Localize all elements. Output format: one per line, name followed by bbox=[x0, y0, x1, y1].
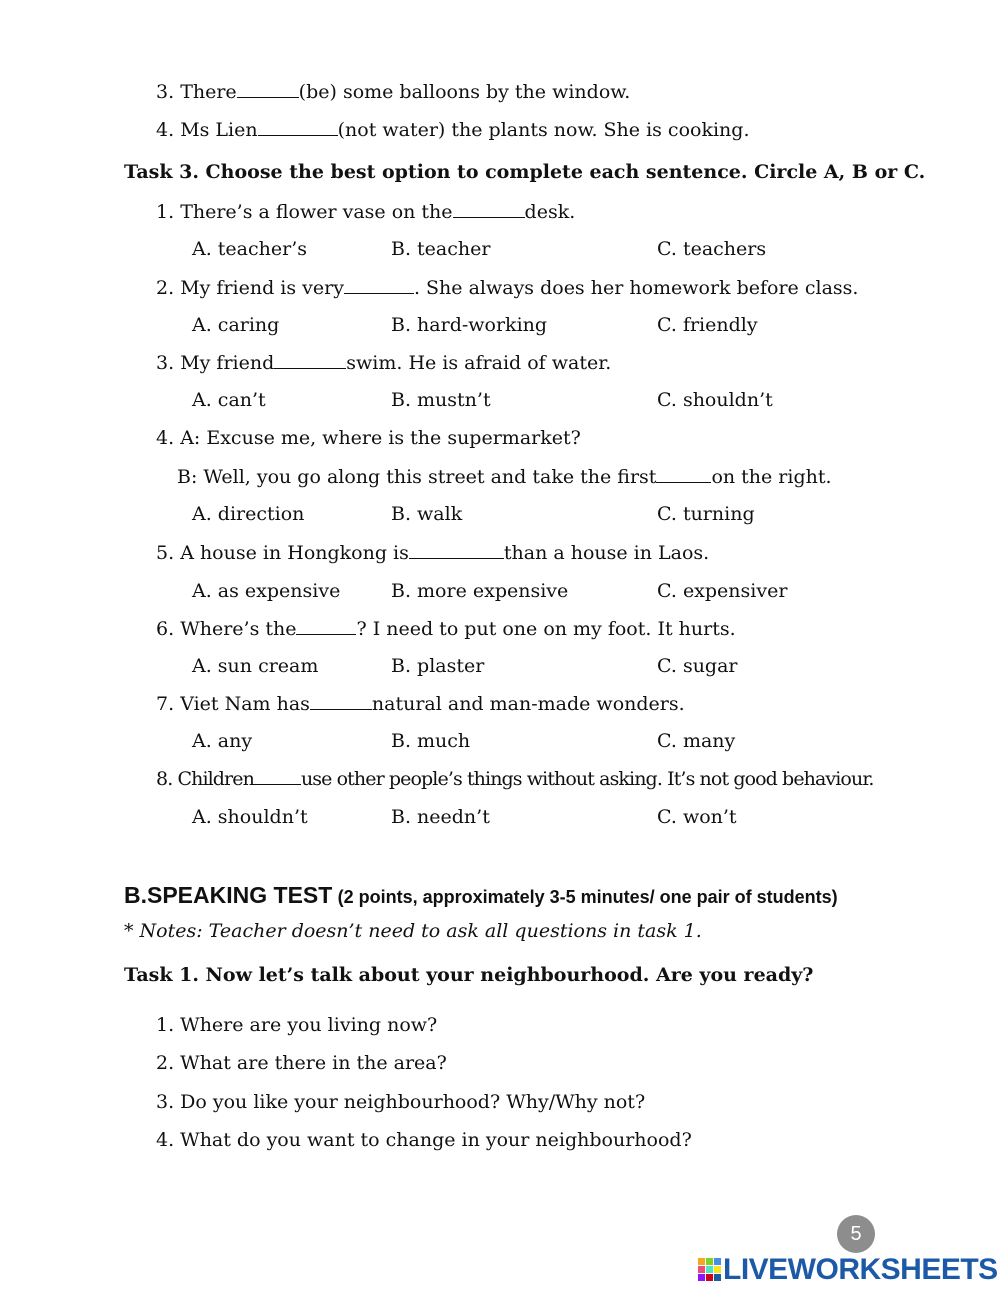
speaking-test-title: B.SPEAKING TEST bbox=[124, 882, 333, 908]
option-a[interactable]: A. caring bbox=[192, 314, 280, 336]
speaking-note: * Notes: Teacher doesn’t need to ask all questions in task 1. bbox=[124, 920, 702, 942]
page-number: 5 bbox=[837, 1215, 875, 1253]
option-c[interactable]: C. friendly bbox=[657, 314, 758, 336]
liveworksheets-logo bbox=[697, 1255, 998, 1285]
task3-heading: Task 3. Choose the best option to complete each sentence. Circle A, B or C. bbox=[124, 161, 926, 183]
task3-question-4: 4. A: Excuse me, where is the supermarket? bbox=[156, 427, 581, 449]
speaking-question-4: 4. What do you want to change in your neighbourhood? bbox=[156, 1129, 692, 1151]
liveworksheets-logo-icon bbox=[697, 1257, 723, 1283]
task3-question-1: 1. There’s a flower vase on the desk. bbox=[156, 201, 576, 223]
answer-blank[interactable] bbox=[656, 467, 711, 483]
option-b[interactable]: B. much bbox=[391, 730, 471, 752]
answer-blank[interactable] bbox=[237, 82, 299, 98]
option-b[interactable]: B. needn’t bbox=[391, 806, 490, 828]
answer-blank[interactable] bbox=[258, 120, 338, 136]
answer-blank[interactable] bbox=[274, 353, 346, 369]
answer-blank[interactable] bbox=[453, 202, 525, 218]
task2-item-4: 4. Ms Lien (not water) the plants now. She is cooking. bbox=[156, 119, 750, 141]
speaking-test-heading bbox=[124, 884, 838, 907]
task3-question-2: 2. My friend is very . She always does her homework before class. bbox=[156, 277, 859, 299]
task2-item-3: 3. There (be) some balloons by the window. bbox=[156, 81, 631, 103]
task3-question-6: 6. Where’s the ? I need to put one on my foot. It hurts. bbox=[156, 618, 736, 640]
option-a[interactable]: A. shouldn’t bbox=[192, 806, 308, 828]
task3-question-4-line2: B: Well, you go along this street and take the first on the right. bbox=[177, 466, 832, 488]
answer-blank[interactable] bbox=[344, 278, 414, 294]
option-c[interactable]: C. teachers bbox=[657, 238, 767, 260]
option-c[interactable]: C. shouldn’t bbox=[657, 389, 773, 411]
speaking-question-3: 3. Do you like your neighbourhood? Why/Why not? bbox=[156, 1091, 646, 1113]
answer-blank[interactable] bbox=[254, 769, 301, 785]
speaking-question-2: 2. What are there in the area? bbox=[156, 1052, 447, 1074]
option-b[interactable]: B. walk bbox=[391, 503, 463, 525]
option-a[interactable]: A. can’t bbox=[192, 389, 266, 411]
task3-question-7: 7. Viet Nam has natural and man-made wonders. bbox=[156, 693, 685, 715]
task3-question-3: 3. My friend swim. He is afraid of water. bbox=[156, 352, 612, 374]
task3-question-5: 5. A house in Hongkong is than a house in Laos. bbox=[156, 542, 710, 564]
option-a[interactable]: A. sun cream bbox=[192, 655, 319, 677]
option-a[interactable]: A. direction bbox=[192, 503, 305, 525]
task3-question-8: 8. Children use other people’s things without asking. It’s not good behaviour. bbox=[156, 768, 874, 790]
option-a[interactable]: A. teacher’s bbox=[192, 238, 308, 260]
option-c[interactable]: C. won’t bbox=[657, 806, 737, 828]
option-b[interactable]: B. more expensive bbox=[391, 580, 569, 602]
answer-blank[interactable] bbox=[310, 694, 372, 710]
answer-blank[interactable] bbox=[409, 543, 504, 559]
option-a[interactable]: A. any bbox=[192, 730, 253, 752]
speaking-question-1: 1. Where are you living now? bbox=[156, 1014, 438, 1036]
liveworksheets-logo-text: LIVEWORKSHEETS bbox=[723, 1253, 998, 1286]
option-b[interactable]: B. teacher bbox=[391, 238, 491, 260]
answer-blank[interactable] bbox=[296, 619, 356, 635]
option-c[interactable]: C. turning bbox=[657, 503, 755, 525]
speaking-task1-heading: Task 1. Now let’s talk about your neighbourhood. Are you ready? bbox=[124, 964, 814, 986]
option-b[interactable]: B. plaster bbox=[391, 655, 485, 677]
option-c[interactable]: C. sugar bbox=[657, 655, 738, 677]
option-c[interactable]: C. expensiver bbox=[657, 580, 788, 602]
speaking-test-subtitle: (2 points, approximately 3-5 minutes/ one pair of students) bbox=[337, 887, 838, 907]
option-c[interactable]: C. many bbox=[657, 730, 736, 752]
option-a[interactable]: A. as expensive bbox=[192, 580, 341, 602]
option-b[interactable]: B. mustn’t bbox=[391, 389, 491, 411]
option-b[interactable]: B. hard-working bbox=[391, 314, 548, 336]
